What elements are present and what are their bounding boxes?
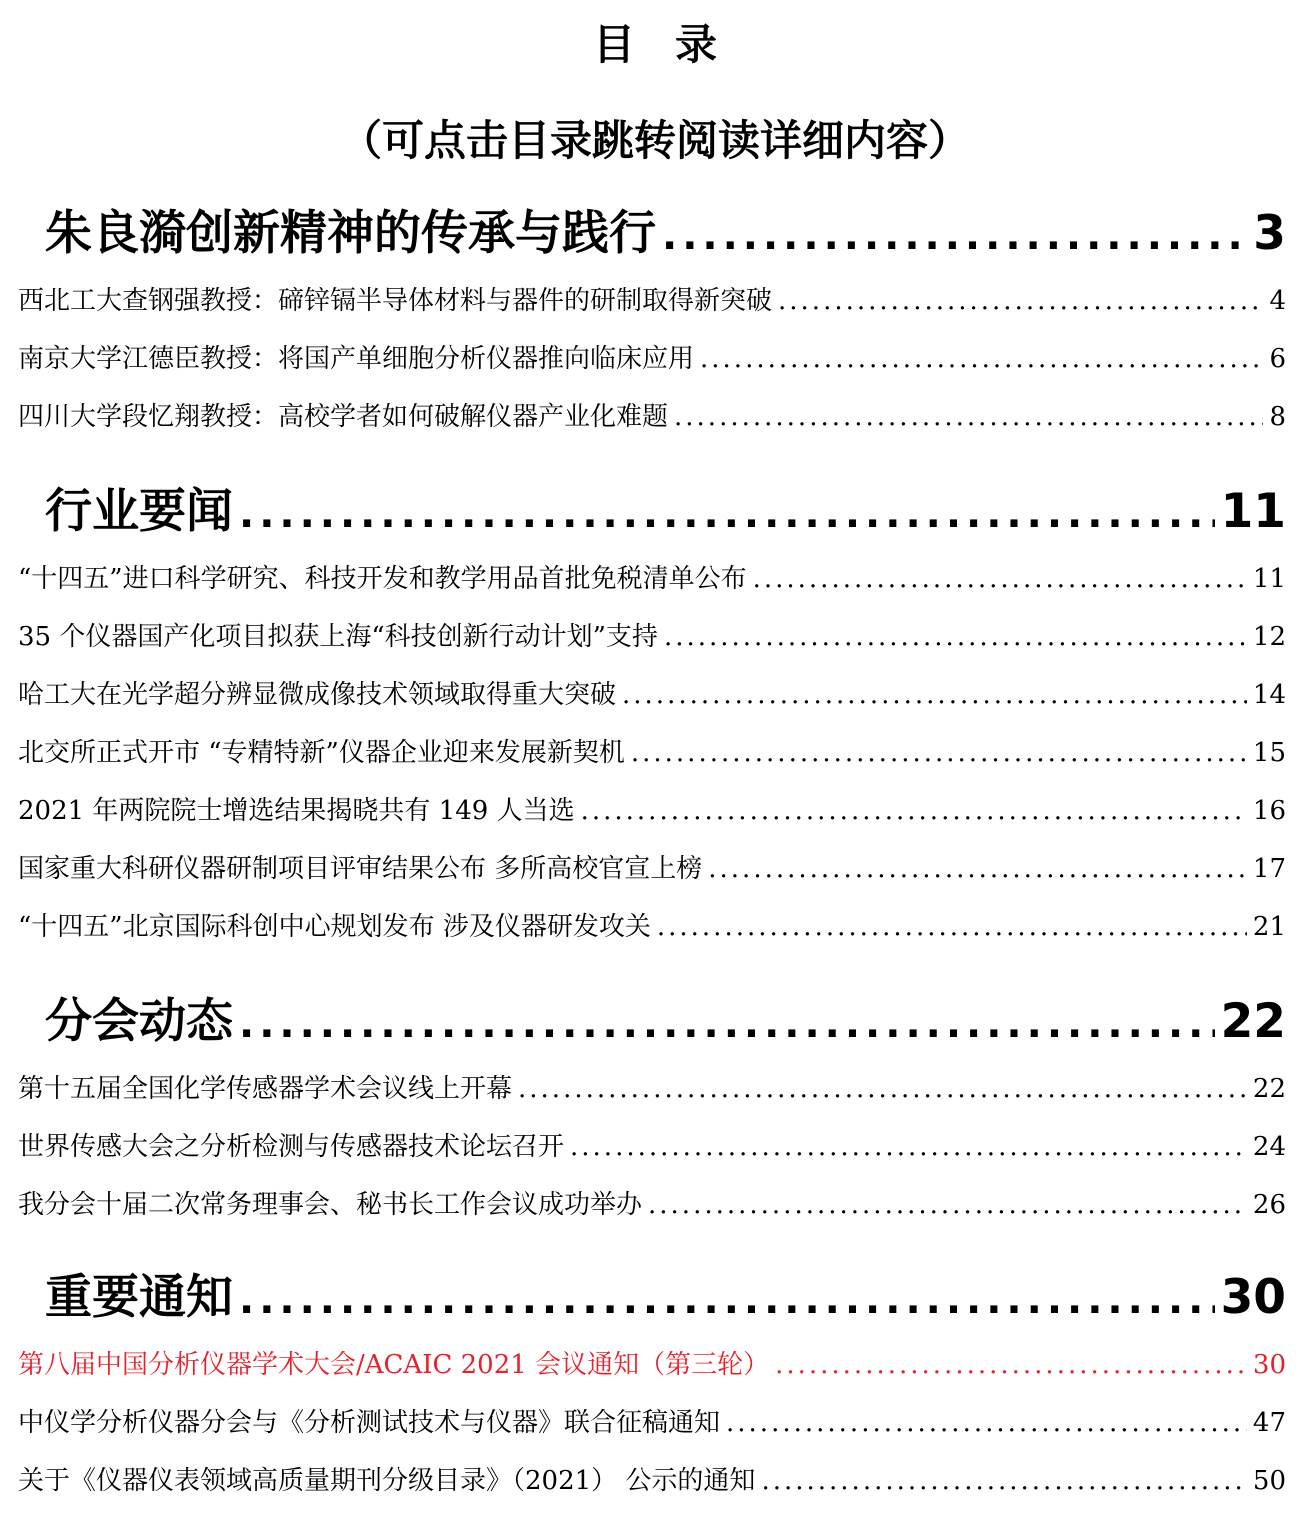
- section-title: 朱良漪创新精神的传承与践行: [45, 206, 656, 261]
- toc-item-title: “十四五”进口科学研究、科技开发和教学用品首批免税清单公布: [18, 564, 747, 594]
- toc-item-page: 30: [1252, 1350, 1286, 1380]
- dot-leader: [239, 1270, 1215, 1325]
- toc-item-page: 14: [1252, 680, 1286, 710]
- toc-item[interactable]: [18, 396, 1286, 436]
- toc-item-title: 第八届中国分析仪器学术大会/ACAIC 2021 会议通知（第三轮）: [18, 1350, 770, 1380]
- toc-item[interactable]: [18, 1460, 1286, 1500]
- dot-leader: [775, 1350, 1247, 1380]
- dot-leader: [761, 1466, 1246, 1496]
- section-title: 重要通知: [45, 1270, 233, 1325]
- toc-item-page: 22: [1252, 1074, 1286, 1104]
- toc-item-title: 北交所正式开市 “专精特新”仪器企业迎来发展新契机: [18, 738, 625, 768]
- toc-item-page: 11: [1252, 564, 1286, 594]
- section-page-number: 22: [1220, 994, 1286, 1049]
- dot-leader: [570, 1132, 1247, 1162]
- toc-item[interactable]: [18, 674, 1286, 714]
- toc-item-title: 关于《仪器仪表领域高质量期刊分级目录》（2021） 公示的通知: [18, 1466, 756, 1496]
- toc-item-title: 中仪学分析仪器分会与《分析测试技术与仪器》联合征稿通知: [18, 1408, 721, 1438]
- dot-leader: [753, 564, 1247, 594]
- toc-item-title: 世界传感大会之分析检测与传感器技术论坛召开: [18, 1132, 565, 1162]
- section-page-number: 11: [1220, 484, 1286, 539]
- toc-section-notices[interactable]: [45, 1260, 1286, 1325]
- toc-item-page: 4: [1269, 286, 1286, 316]
- dot-leader: [664, 622, 1247, 652]
- toc-item-title: “十四五”北京国际科创中心规划发布 涉及仪器研发攻关: [18, 912, 651, 942]
- toc-item-highlighted[interactable]: [18, 1344, 1286, 1384]
- toc-item-page: 21: [1252, 912, 1286, 942]
- dot-leader: [622, 680, 1247, 710]
- page-subtitle: （可点击目录跳转阅读详细内容）: [339, 116, 970, 165]
- toc-item-page: 16: [1252, 796, 1286, 826]
- toc-section-industry-news[interactable]: [45, 474, 1286, 539]
- toc-item-title: 35 个仪器国产化项目拟获上海“科技创新行动计划”支持: [18, 622, 658, 652]
- dot-leader: [518, 1074, 1247, 1104]
- toc-item[interactable]: [18, 1068, 1286, 1108]
- dot-leader: [657, 912, 1247, 942]
- toc-item[interactable]: [18, 906, 1286, 946]
- toc-item-page: 12: [1252, 622, 1286, 652]
- toc-item[interactable]: [18, 848, 1286, 888]
- toc-item[interactable]: [18, 1184, 1286, 1224]
- toc-item-title: 哈工大在光学超分辨显微成像技术领域取得重大突破: [18, 680, 617, 710]
- toc-item[interactable]: [18, 558, 1286, 598]
- section-title: 行业要闻: [45, 484, 233, 539]
- toc-item-page: 15: [1252, 738, 1286, 768]
- toc-item-page: 6: [1269, 344, 1286, 374]
- dot-leader: [239, 994, 1215, 1049]
- toc-item-title: 南京大学江德臣教授：将国产单细胞分析仪器推向临床应用: [18, 344, 695, 374]
- dot-leader: [700, 344, 1263, 374]
- dot-leader: [239, 484, 1215, 539]
- page-title: 目录: [592, 20, 757, 69]
- toc-item[interactable]: [18, 732, 1286, 772]
- section-title: 分会动态: [45, 994, 233, 1049]
- toc-item-page: 24: [1252, 1132, 1286, 1162]
- toc-item-title: 第十五届全国化学传感器学术会议线上开幕: [18, 1074, 513, 1104]
- toc-item-page: 47: [1252, 1408, 1286, 1438]
- section-page-number: 3: [1253, 206, 1286, 261]
- dot-leader: [581, 796, 1247, 826]
- dot-leader: [726, 1408, 1247, 1438]
- toc-item-title: 四川大学段忆翔教授：高校学者如何破解仪器产业化难题: [18, 402, 669, 432]
- toc-item-page: 17: [1252, 854, 1286, 884]
- toc-item[interactable]: [18, 1402, 1286, 1442]
- section-page-number: 30: [1220, 1270, 1286, 1325]
- toc-item[interactable]: [18, 616, 1286, 656]
- toc-item-page: 26: [1252, 1190, 1286, 1220]
- toc-section-heritage[interactable]: [45, 196, 1286, 261]
- toc-item-title: 2021 年两院院士增选结果揭晓共有 149 人当选: [18, 796, 575, 826]
- dot-leader: [674, 402, 1263, 432]
- toc-item[interactable]: [18, 280, 1286, 320]
- toc-item-title: 国家重大科研仪器研制项目评审结果公布 多所高校官宣上榜: [18, 854, 703, 884]
- dot-leader: [708, 854, 1247, 884]
- dot-leader: [631, 738, 1247, 768]
- toc-item[interactable]: [18, 790, 1286, 830]
- dot-leader: [648, 1190, 1247, 1220]
- toc-item-title: 我分会十届二次常务理事会、秘书长工作会议成功举办: [18, 1190, 643, 1220]
- dot-leader: [778, 286, 1263, 316]
- dot-leader: [662, 206, 1247, 261]
- toc-item[interactable]: [18, 338, 1286, 378]
- toc-item[interactable]: [18, 1126, 1286, 1166]
- toc-item-title: 西北工大查钢强教授：碲锌镉半导体材料与器件的研制取得新突破: [18, 286, 773, 316]
- toc-item-page: 8: [1269, 402, 1286, 432]
- toc-section-branch-news[interactable]: [45, 984, 1286, 1049]
- toc-item-page: 50: [1252, 1466, 1286, 1496]
